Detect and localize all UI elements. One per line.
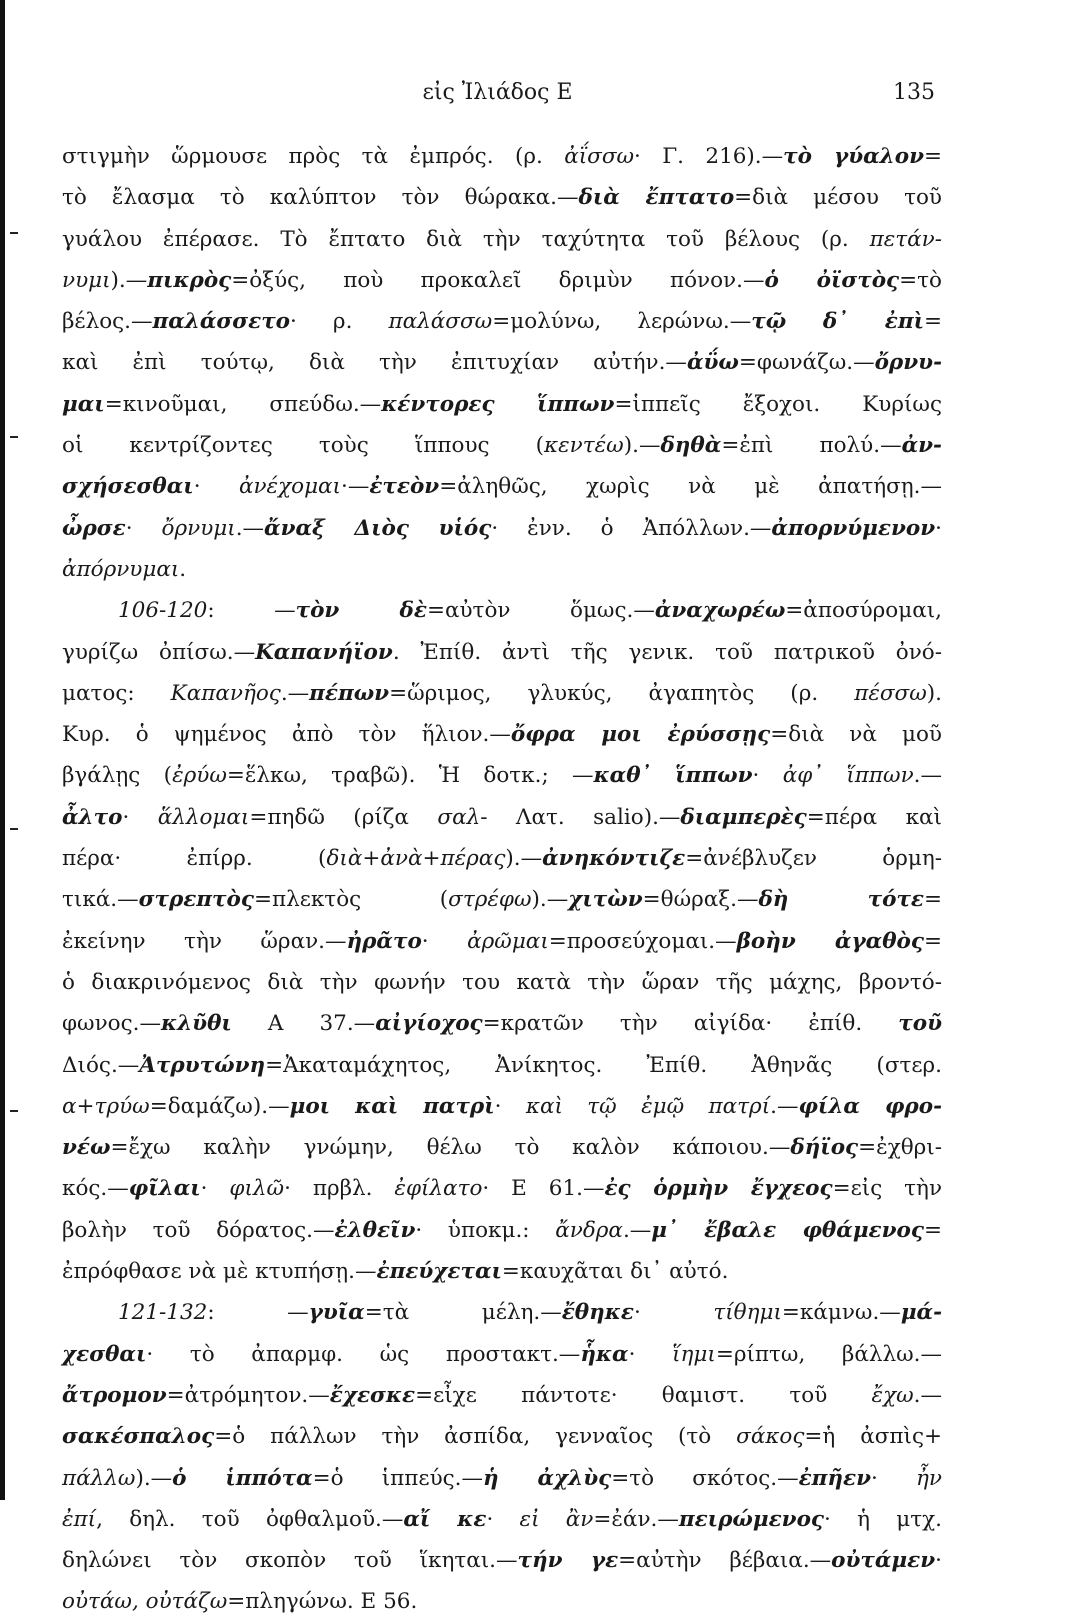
text-line	[62, 342, 942, 383]
gloss-text: =ὁ πάλλων τὴν ἀσπίδα, γενναῖος (τὸ	[214, 1424, 737, 1450]
italic-term: σαλ	[437, 804, 481, 830]
italic-term: πάλλω	[62, 1465, 136, 1491]
gloss-text: Α 37.—	[231, 1011, 376, 1037]
gloss-text: +	[422, 846, 441, 872]
gloss-text: =κινοῦμαι, σπεύδω.—	[104, 391, 382, 417]
gloss-text: =αὐτὴν βέβαια.—	[618, 1548, 832, 1574]
lemma-term: παλάσσετο	[152, 309, 290, 335]
italic-term: ἔχω	[871, 1382, 914, 1408]
lemma-term: σακέσπαλος	[62, 1424, 215, 1450]
text-line	[62, 755, 942, 796]
gloss-text: βγάλῃς (	[62, 763, 173, 789]
lemma-term: ὄρνυ-	[874, 350, 942, 376]
page-binding-edge	[0, 0, 5, 1500]
lemma-term: διαμπερὲς	[680, 804, 807, 830]
gloss-text: ·—	[341, 474, 370, 500]
page-header	[60, 80, 935, 112]
gloss-text: =τὰ μέλη.—	[364, 1300, 562, 1326]
gloss-text: ).—	[531, 887, 569, 913]
gloss-text: =διὰ μέσου τοῦ	[734, 185, 942, 211]
lemma-term: ἀνηκόντιζε	[542, 846, 686, 872]
text-line	[62, 1499, 942, 1540]
italic-term: ἦν	[916, 1465, 942, 1491]
text-line	[62, 921, 942, 962]
gloss-text: ).—	[505, 846, 543, 872]
gloss-text: =ἀληθῶς, χωρὶς νὰ μὲ ἀπατήσῃ.—	[439, 474, 942, 500]
italic-term: ὄρνυμι	[161, 515, 236, 541]
gloss-text: οἱ κεντρίζοντες τοὺς ἵππους (	[62, 433, 545, 459]
gloss-text: =εἰς τὴν	[832, 1176, 943, 1202]
lemma-term: ἠρᾶτο	[346, 928, 422, 954]
gloss-text: .—	[280, 680, 310, 706]
lemma-term: ἀν-	[901, 433, 942, 459]
lemma-term: ὁ ἱππότα	[172, 1465, 313, 1491]
gloss-text: .—	[770, 1093, 799, 1119]
lemma-term: τὸ γύαλον	[783, 144, 924, 169]
lemma-term: μ᾽ ἔβαλε φθάμενος	[651, 1217, 924, 1243]
italic-term: ἵημι	[672, 1341, 716, 1367]
italic-term: 106-120	[118, 598, 208, 624]
lemma-term: φῖλαι	[128, 1176, 201, 1202]
gloss-text: Κυρ. ὁ ψημένος ἀπὸ τὸν ἥλιον.—	[62, 722, 511, 748]
gloss-text: =πηδῶ (ρίζα	[249, 804, 438, 830]
lemma-term: ἆλτο	[62, 804, 123, 830]
lemma-term: μαι	[62, 391, 105, 417]
text-line	[62, 260, 942, 301]
italic-term: ἀΐσσω	[564, 144, 635, 169]
lemma-term: πέπων	[309, 680, 390, 706]
lemma-term: ἀΰω	[686, 350, 739, 376]
lemma-term: χιτὼν	[568, 887, 643, 913]
gloss-text: ·	[935, 1548, 942, 1574]
italic-term: σάκος	[736, 1424, 805, 1450]
gloss-text: =	[924, 144, 943, 169]
lemma-term: ἐπεύχεται	[376, 1259, 502, 1285]
lemma-term: πικρὸς	[147, 267, 232, 293]
italic-term: ἅλλομαι	[157, 804, 250, 830]
italic-term: πετάν-	[869, 226, 942, 252]
gloss-text: · Ε 61.—	[482, 1176, 605, 1202]
lemma-term: αἴ κε	[403, 1506, 487, 1532]
lemma-term: ἔχεσκε	[329, 1382, 416, 1408]
gloss-text: ἐπρόφθασε νὰ μὲ κτυπήσῃ.—	[62, 1259, 377, 1285]
gloss-text: .—	[235, 515, 265, 541]
gloss-text: κός.—	[62, 1176, 129, 1202]
italic-term: διὰ	[326, 846, 363, 872]
gloss-text: =Ἀκαταμάχητος, Ἀνίκητος. Ἐπίθ. Ἀθηνᾶς (στερ.	[265, 1052, 942, 1078]
gloss-text: =	[923, 887, 942, 913]
lemma-term: ἐτεὸν	[369, 474, 440, 500]
italic-term: πέσσω	[854, 680, 927, 706]
gloss-text: ·	[200, 1176, 230, 1202]
gloss-text: . Ἐπίθ. ἀντὶ τῆς γενικ. τοῦ πατρικοῦ ὀνό-	[392, 639, 942, 665]
text-line	[62, 714, 942, 755]
text-line	[62, 1086, 942, 1127]
gloss-text: ὁ διακρινόμενος διὰ τὴν φωνήν του κατὰ τὴν ὥραν τῆς μάχης, βροντό-	[62, 969, 942, 995]
margin-mark	[10, 436, 18, 438]
lemma-term: ἐλθεῖν	[334, 1217, 416, 1243]
italic-term: ἀνὰ	[380, 846, 423, 872]
lemma-term: ἐπῆεν	[798, 1465, 872, 1491]
gloss-text: ·	[871, 1465, 917, 1491]
text-line	[62, 673, 942, 714]
lemma-term: τὸν δὲ	[295, 598, 427, 624]
gloss-text: =πλεκτὸς (	[253, 887, 449, 913]
text-line	[62, 549, 942, 590]
gloss-text: - Λατ. salio).—	[480, 804, 681, 830]
gloss-text: ·	[193, 474, 239, 500]
italic-term: ἀνέχομαι	[238, 474, 341, 500]
text-line	[62, 1127, 942, 1168]
gloss-text: · ρ.	[290, 309, 389, 335]
text-line	[62, 384, 942, 425]
text-line	[62, 1416, 942, 1457]
lemma-term: φίλα φρο-	[798, 1093, 942, 1119]
text-line	[62, 1292, 942, 1333]
gloss-text: ·	[752, 763, 783, 789]
lemma-term: στρεπτὸς	[138, 887, 254, 913]
gloss-text: =δαμάζω).—	[149, 1093, 290, 1119]
italic-term: στρέφω	[448, 887, 532, 913]
gloss-text: γυρίζω ὀπίσω.—	[62, 639, 256, 665]
gloss-text: ).	[926, 680, 942, 706]
gloss-text: .—	[913, 763, 942, 789]
italic-term: πέρας	[440, 846, 506, 872]
gloss-text: ·	[486, 1506, 520, 1532]
gloss-text: +	[76, 1093, 95, 1119]
italic-term: τίθημι	[713, 1300, 782, 1326]
lemma-term: ἀπορνύμενον	[771, 515, 936, 541]
text-line	[62, 1045, 942, 1086]
italic-term: ἀρῶμαι	[467, 928, 549, 954]
gloss-text: =μολύνω, λερώνω.—	[492, 309, 752, 335]
lemma-term: τῷ δ᾽ ἐπὶ	[751, 309, 924, 335]
lemma-term: νέω	[62, 1135, 111, 1161]
margin-mark	[10, 232, 18, 234]
text-line	[62, 1458, 942, 1499]
gloss-text: =ἀποσύρομαι,	[785, 598, 942, 624]
gloss-text: τὸ ἔλασμα τὸ καλύπτον τὸν θώρακα.—	[62, 185, 579, 211]
gloss-text: ·	[122, 804, 158, 830]
gloss-text: =ἀνέβλυζεν ὁρμη-	[685, 846, 942, 872]
text-line	[62, 879, 942, 920]
gloss-text: =ἕλκω, τραβῶ). Ἡ δοτκ.; —	[226, 763, 594, 789]
margin-mark	[10, 828, 18, 830]
text-line	[62, 1581, 942, 1622]
gloss-text: βέλος.—	[62, 309, 153, 335]
page-number: 135	[893, 80, 935, 105]
gloss-text: =εἶχε πάντοτε· θαμιστ. τοῦ	[415, 1382, 872, 1408]
gloss-text: =ὥριμος, γλυκύς, ἀγαπητὸς (ρ.	[389, 680, 855, 706]
italic-term: καὶ τῷ ἐμῷ πατρί	[525, 1093, 771, 1119]
gloss-text: =	[923, 309, 942, 335]
lemma-term: ἔθηκε	[561, 1300, 634, 1326]
text-line	[62, 301, 942, 342]
lemma-term: μά-	[900, 1300, 943, 1326]
lemma-term: ἧκα	[580, 1341, 629, 1367]
gloss-text: , δηλ. τοῦ ὀφθαλμοῦ.—	[96, 1506, 404, 1532]
lemma-term: ἄτρομον	[62, 1382, 167, 1408]
gloss-text: =τὸ	[899, 267, 942, 293]
lemma-term: καθ᾽ ἵππων	[593, 763, 753, 789]
text-line	[62, 590, 942, 631]
lemma-term: σχήσεσθαι	[62, 474, 194, 500]
gloss-text: ).—	[623, 433, 661, 459]
gloss-text: +	[362, 846, 381, 872]
text-line	[62, 838, 942, 879]
lemma-term: ὁ ὀϊστὸς	[764, 267, 900, 293]
gloss-text: =ὁ ἱππεύς.—	[312, 1465, 484, 1491]
italic-term: ἐφίλατο	[394, 1176, 483, 1202]
lemma-term: πειρώμενος	[678, 1506, 824, 1532]
lemma-term: βοὴν ἀγαθὸς	[736, 928, 924, 954]
lemma-term: ἐς ὁρμὴν ἔγχεος	[604, 1176, 833, 1202]
italic-term: Καπανῆος	[170, 680, 281, 706]
text-line	[62, 136, 942, 177]
lemma-term: χεσθαι	[62, 1341, 147, 1367]
lemma-term: κέντορες ἵππων	[381, 391, 615, 417]
margin-mark	[10, 1110, 18, 1112]
gloss-text: .	[179, 556, 187, 582]
italic-term: τρύω	[94, 1093, 150, 1119]
gloss-text: =ρίπτω, βάλλω.—	[715, 1341, 942, 1367]
gloss-text: · πρβλ.	[284, 1176, 395, 1202]
gloss-text: ·	[125, 515, 162, 541]
lemma-term: δηθὰ	[660, 433, 722, 459]
text-line	[62, 1375, 942, 1416]
gloss-text: βολὴν τοῦ δόρατος.—	[62, 1217, 335, 1243]
gloss-text: =κάμνω.—	[781, 1300, 901, 1326]
gloss-text: δηλώνει τὸν σκοπὸν τοῦ ἵκηται.—	[62, 1548, 518, 1574]
gloss-text: .—	[913, 1382, 942, 1408]
text-line	[62, 219, 942, 260]
text-line	[62, 466, 942, 507]
text-line	[62, 508, 942, 549]
text-line	[62, 425, 942, 466]
lemma-term: ἀναχωρέω	[654, 598, 786, 624]
gloss-text: · τὸ ἀπαρμφ. ὡς προστακτ.—	[146, 1341, 581, 1367]
gloss-text: ἐκείνην τὴν ὥραν.—	[62, 928, 347, 954]
italic-term: ἀφ᾽ ἵππων	[782, 763, 914, 789]
italic-term: ἐπί	[62, 1506, 97, 1532]
italic-term: α	[62, 1093, 77, 1119]
gloss-text: =κρατῶν τὴν αἰγίδα· ἐπίθ.	[482, 1011, 899, 1037]
gloss-text: =ἡ ἀσπὶς+	[804, 1424, 943, 1450]
gloss-text: · ἐνν. ὁ Ἀπόλλων.—	[491, 515, 772, 541]
italic-term: κεντέω	[544, 433, 624, 459]
lemma-term: κλῦθι	[160, 1011, 232, 1037]
lemma-term: ἄναξ Διὸς υἱός	[264, 515, 492, 541]
gloss-text: στιγμὴν ὥρμουσε πρὸς τὰ ἐμπρός. (ρ.	[62, 144, 565, 169]
lemma-term: αἰγίοχος	[375, 1011, 483, 1037]
gloss-text: πέρα· ἐπίρρ. (	[62, 846, 327, 872]
running-title: εἰς Ἰλιάδος Ε	[422, 80, 573, 105]
italic-term: φιλῶ	[229, 1176, 285, 1202]
text-line	[62, 1540, 942, 1581]
gloss-text: ).—	[135, 1465, 173, 1491]
lemma-term: διὰ ἔπτατο	[578, 185, 735, 211]
gloss-text: =ἐχθρι-	[858, 1135, 942, 1161]
gloss-text: : —	[207, 598, 296, 624]
italic-term: νυμι	[62, 267, 111, 293]
gloss-text: =ὀξύς, ποὺ προκαλεῖ δριμὺν πόνον.—	[231, 267, 765, 293]
text-line	[62, 797, 942, 838]
lemma-term: τήν γε	[517, 1548, 619, 1574]
lemma-term: δήϊος	[790, 1135, 859, 1161]
gloss-text: : —	[207, 1300, 309, 1326]
gloss-text: φωνος.—	[62, 1011, 161, 1037]
gloss-text: =προσεύχομαι.—	[548, 928, 737, 954]
text-line	[62, 177, 942, 218]
gloss-text: =ἀτρόμητον.—	[166, 1382, 330, 1408]
text-line	[62, 962, 942, 1003]
lemma-term: ἡ ἀχλὺς	[483, 1465, 612, 1491]
gloss-text: ·	[935, 515, 943, 541]
lemma-term: δὴ τότε	[758, 887, 924, 913]
gloss-text: Διός.—	[62, 1052, 140, 1078]
italic-term: ἄνδρα	[555, 1217, 623, 1243]
gloss-text: =πέρα καὶ	[806, 804, 942, 830]
gloss-text: · ὑποκμ.:	[415, 1217, 556, 1243]
gloss-text: .—	[622, 1217, 652, 1243]
italic-term: ἐρύω	[172, 763, 227, 789]
gloss-text: =	[923, 1217, 942, 1243]
text-line	[62, 632, 942, 673]
italic-term: 121-132	[118, 1300, 208, 1326]
gloss-text: =τὸ σκότος.—	[611, 1465, 799, 1491]
gloss-text: =ἱππεῖς ἔξοχοι. Κυρίως	[614, 391, 942, 417]
gloss-text: =πληγώνω. Ε 56.	[227, 1589, 418, 1615]
gloss-text: ματος:	[62, 680, 171, 706]
gloss-text: ·	[628, 1341, 673, 1367]
lemma-term: τοῦ	[898, 1011, 942, 1037]
gloss-text: =ἔχω καλὴν γνώμην, θέλω τὸ καλὸν κάποιου.—	[110, 1135, 791, 1161]
gloss-text: =αὐτὸν ὅμως.—	[426, 598, 655, 624]
italic-term: εἰ ἂν	[519, 1506, 594, 1532]
gloss-text: =καυχᾶται δι᾽ αὐτό.	[501, 1259, 729, 1285]
gloss-text: γυάλου ἐπέρασε. Τὸ ἔπτατο διὰ τὴν ταχύτητα τοῦ βέλους (ρ.	[62, 226, 870, 252]
text-line	[62, 1210, 942, 1251]
gloss-text: =φωνάζω.—	[738, 350, 875, 376]
lemma-term: ὄφρα μοι ἐρύσσῃς	[510, 722, 771, 748]
lemma-term: οὐτάμεν	[831, 1548, 936, 1574]
gloss-text: ·	[633, 1300, 714, 1326]
italic-term: ἀπόρνυμαι	[62, 556, 180, 582]
lemma-term: Καπανήϊον	[255, 639, 393, 665]
italic-term: παλάσσω	[388, 309, 493, 335]
text-line	[62, 1251, 942, 1292]
lemma-term: γυῖα	[308, 1300, 365, 1326]
gloss-text: καὶ ἐπὶ τούτῳ, διὰ τὴν ἐπιτυχίαν αὐτήν.—	[62, 350, 687, 376]
gloss-text: · Γ. 216).—	[634, 144, 784, 169]
gloss-text: =διὰ νὰ μοῦ	[770, 722, 942, 748]
gloss-text: ·	[421, 928, 468, 954]
gloss-text: =ἐπὶ πολύ.—	[721, 433, 902, 459]
lemma-term: Ἀτρυτώνη	[139, 1052, 266, 1078]
gloss-text: =θώραξ.—	[642, 887, 759, 913]
text-line	[62, 1003, 942, 1044]
text-line	[62, 1168, 942, 1209]
commentary-text	[62, 136, 942, 1623]
gloss-text: · ἡ μτχ.	[824, 1506, 942, 1532]
gloss-text: τικά.—	[62, 887, 139, 913]
gloss-text: =ἐάν.—	[593, 1506, 679, 1532]
italic-term: οὐτάω, οὐτάζω	[62, 1589, 228, 1615]
lemma-term: μοι καὶ πατρὶ	[289, 1093, 495, 1119]
gloss-text: ·	[494, 1093, 526, 1119]
text-line	[62, 1334, 942, 1375]
gloss-text: ).—	[110, 267, 148, 293]
gloss-text: =	[923, 928, 942, 954]
lemma-term: ὦρσε	[62, 515, 126, 541]
